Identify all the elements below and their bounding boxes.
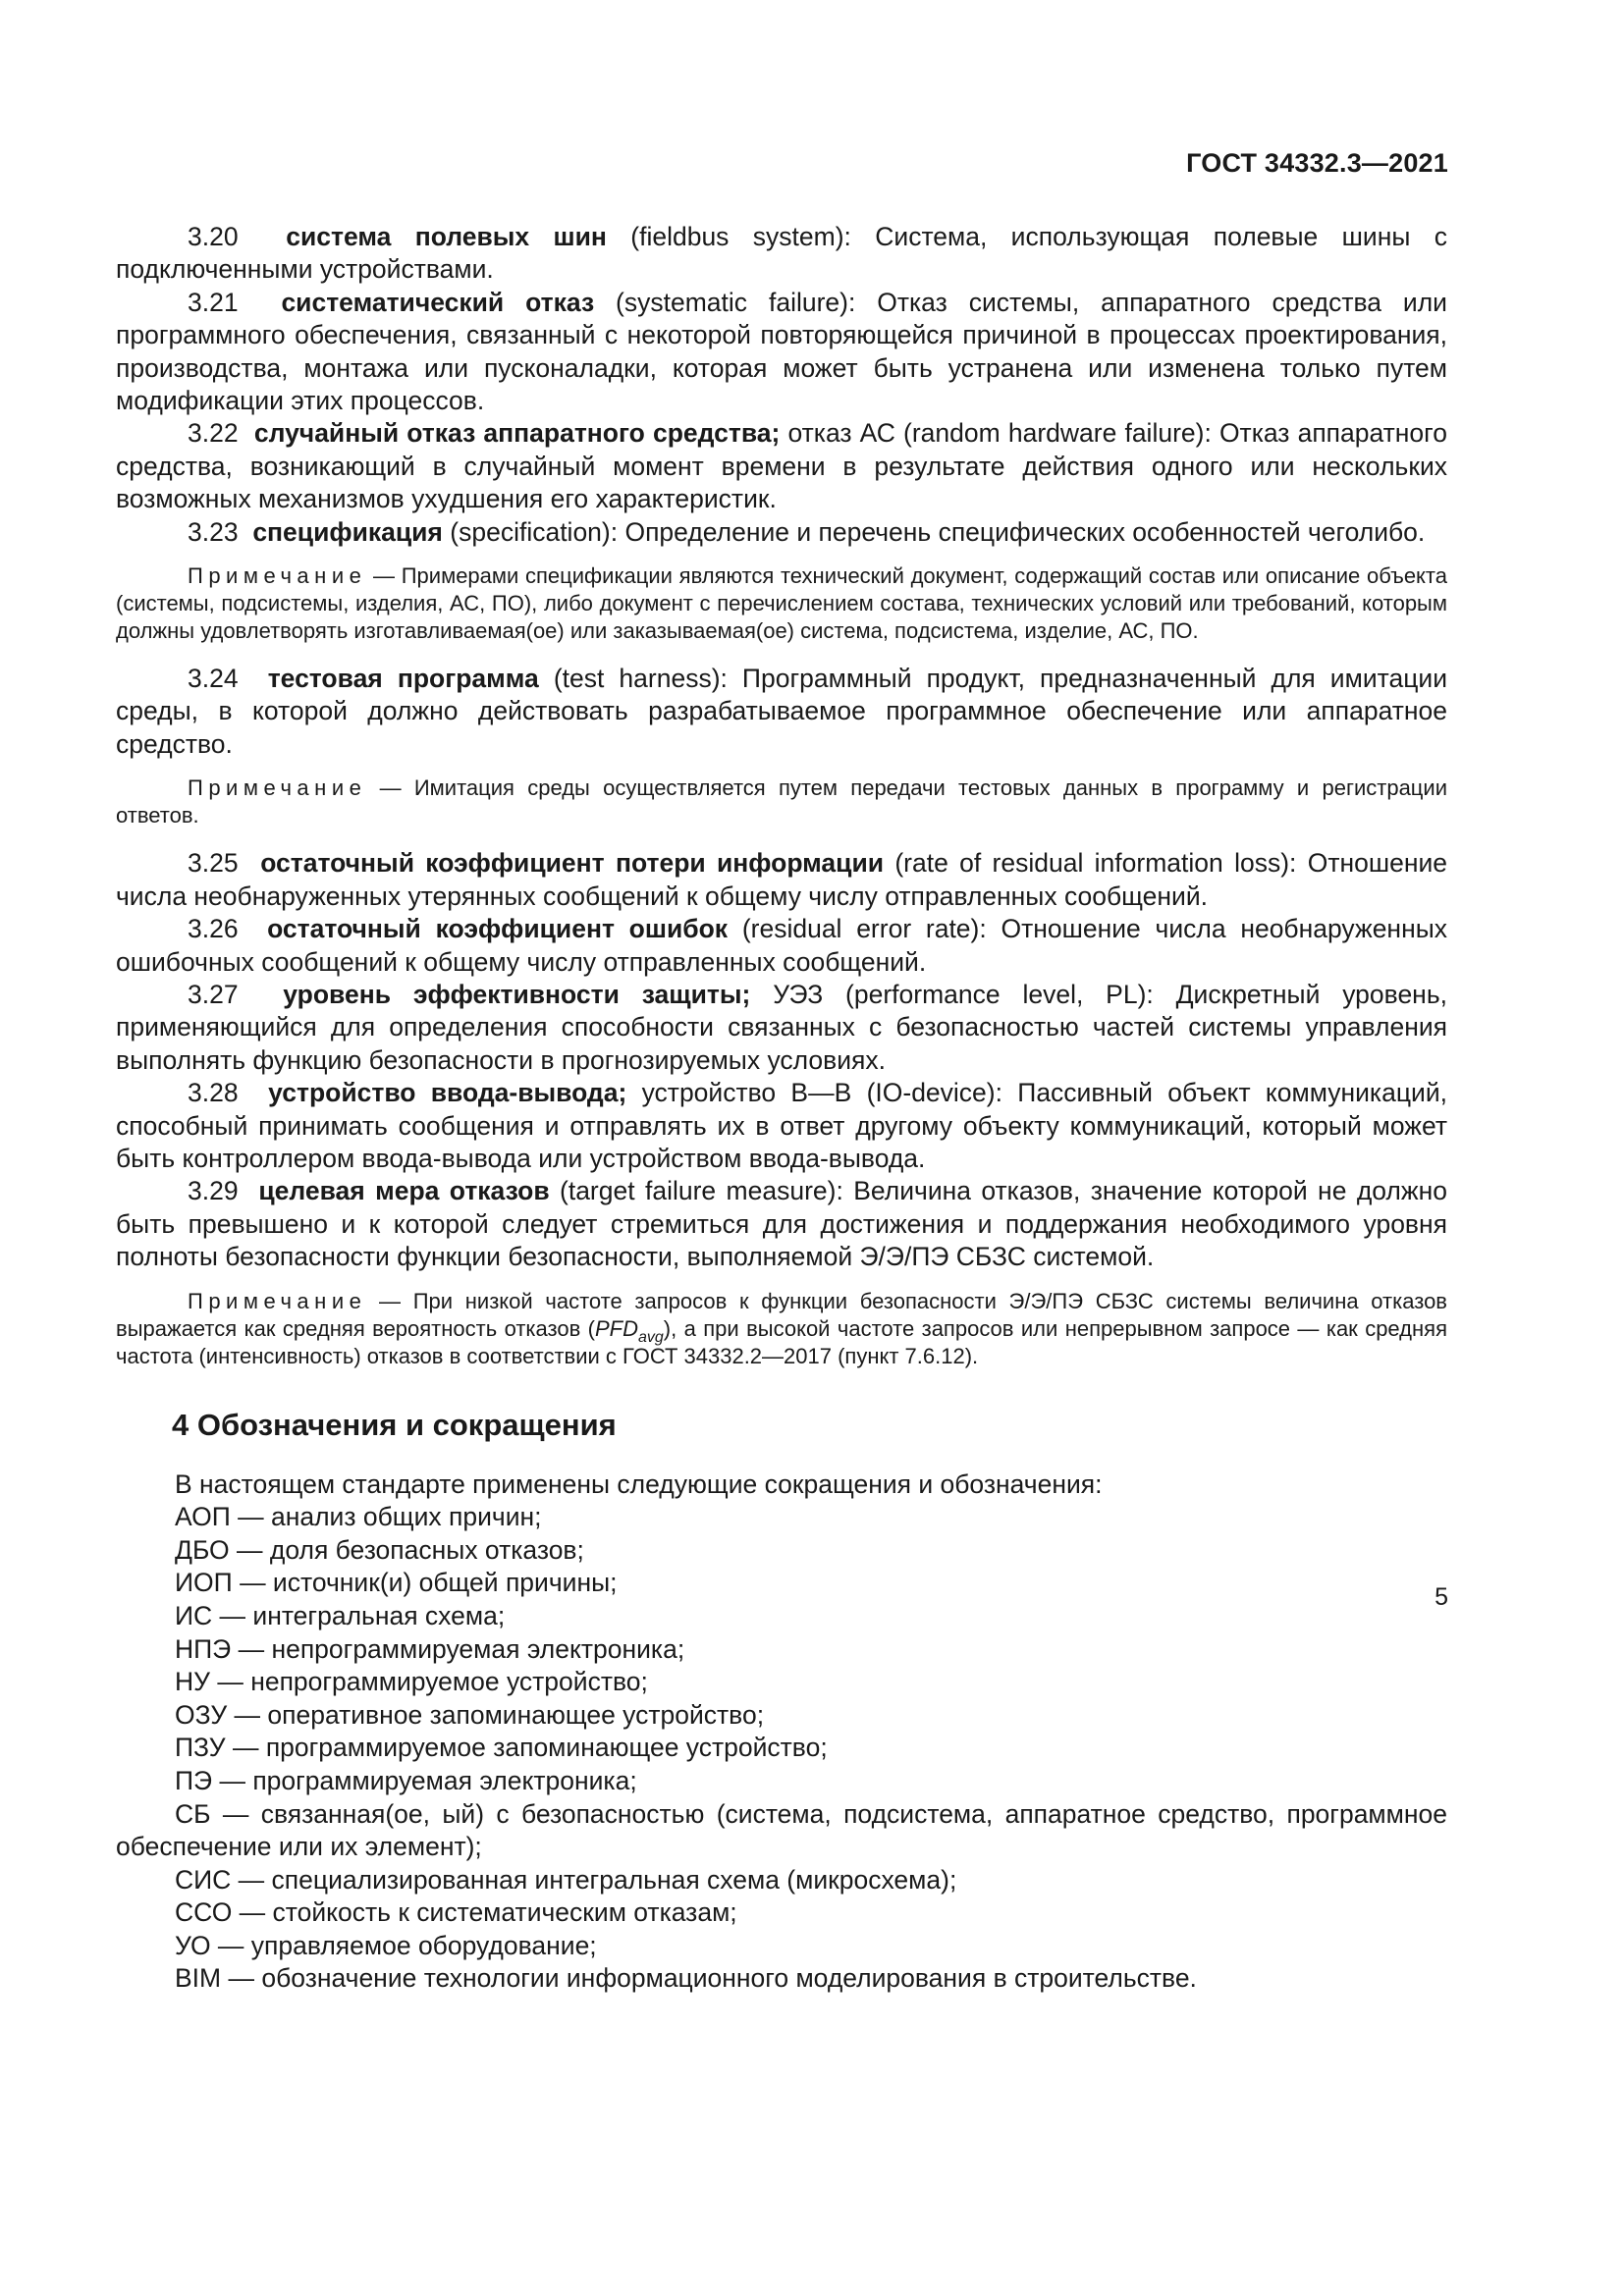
definition-term: случайный отказ аппаратного средства; (253, 418, 781, 449)
list-item: BIM — обозначение технологии информационного моделирования в строительстве. (175, 1963, 1197, 1994)
definition-number: 3.28 (188, 1078, 239, 1108)
list-item: НУ — непрограммируемое устройство; (175, 1667, 648, 1697)
page-number: 5 (1435, 1583, 1448, 1611)
definition-text: устройство В—В (IO-device): Пассивный объект коммуникаций, способный принимать сообщения и отправлять их в ответ другому объекту коммуникаций, который может быть контроллером ввода-вывода или устройством ввода-вывода. (116, 1078, 1447, 1173)
definition-3-28 (116, 1077, 1447, 1175)
definition-number: 3.26 (188, 914, 239, 944)
section-4-heading: 4 Обозначения и сокращения (172, 1407, 617, 1442)
pfd-subscript: avg (638, 1328, 664, 1346)
list-item: ПЗУ — программируемое запоминающее устройство; (175, 1733, 828, 1763)
note-text-continued: ), а при высокой частоте запросов или непрерывном запросе — как средняя частота (интенсивность) отказов в соответствии с ГОСТ 34332.2—2017 (пункт 7.6.12). (116, 1315, 1447, 1368)
note-test-harness (116, 774, 1447, 829)
definition-text: (test harness): Программный продукт, предназначенный для имитации среды, в которой должно действовать разрабатываемое программное обеспечение или аппаратное средство. (116, 664, 1447, 759)
page-content (116, 221, 1447, 1996)
definition-text: УЭЗ (performance level, PL): Дискретный уровень, применяющийся для определения способности связанных с безопасностью частей системы управления выполнять функцию безопасности в прогнозируемых условиях. (116, 979, 1447, 1075)
list-item: ПЭ — программируемая электроника; (175, 1765, 637, 1795)
list-item: ССО — стойкость к систематическим отказам; (175, 1897, 737, 1928)
list-item: УО — управляемое оборудование; (175, 1930, 597, 1960)
definition-term: остаточный коэффициент потери информации (260, 848, 885, 879)
abbreviation-list (116, 1501, 1447, 1996)
abbreviations-intro: В настоящем стандарте применены следующие сокращения и обозначения: (175, 1468, 1103, 1499)
note-label: Примечание (188, 1288, 367, 1313)
definition-term: уровень эффективности защиты; (283, 979, 751, 1009)
definition-text: (target failure measure): Величина отказов, значение которой не должно быть превышено и к которой следует стремиться для достижения и поддержания необходимого уровня полноты безопасности функции безопасности, выполняемой Э/Э/ПЭ СБЗС системой. (116, 1176, 1447, 1272)
definition-number: 3.23 (188, 516, 239, 547)
definition-number: 3.21 (188, 287, 239, 317)
list-item: АОП — анализ общих причин; (175, 1502, 542, 1532)
definition-3-27 (116, 979, 1447, 1077)
definition-3-25 (116, 847, 1447, 913)
note-text: — Примерами спецификации являются технический документ, содержащий состав или описание объекта (системы, подсистемы, изделия, АС, ПО), либо документ с перечислением состава, технических условий или требований, которым должны удовлетворять изготавливаемая(ое) или заказываемая(ое) система, подсистема, изделие, АС, ПО. (116, 563, 1447, 644)
list-item: СБ — связанная(ое, ый) с безопасностью (система, подсистема, аппаратное средство, программное обеспечение или их элемент); (116, 1798, 1447, 1862)
definition-text: отказ АС (random hardware failure): Отказ аппаратного средства, возникающий в случайный момент времени в результате действия одного или нескольких возможных механизмов ухудшения его характеристик. (116, 418, 1447, 514)
definition-term: систематический отказ (281, 287, 595, 317)
definition-number: 3.25 (188, 848, 239, 879)
definition-3-29 (116, 1175, 1447, 1273)
list-item: СИС — специализированная интегральная схема (микросхема); (175, 1864, 957, 1895)
list-item: НПЭ — непрограммируемая электроника; (175, 1633, 685, 1664)
definition-term: спецификация (252, 516, 443, 547)
definition-number: 3.24 (188, 664, 239, 694)
definition-number: 3.27 (188, 979, 239, 1009)
definition-term: система полевых шин (286, 222, 607, 251)
definition-text: (specification): Определение и перечень специфических особенностей чеголибо. (442, 516, 1426, 547)
definition-3-26 (116, 913, 1447, 979)
definition-text: (rate of residual information loss): Отношение числа необнаруженных утерянных сообщений к общему числу отправленных сообщений. (116, 848, 1447, 911)
definition-term: тестовая программа (267, 664, 539, 694)
definition-3-20 (116, 221, 1447, 287)
note-text: — При низкой частоте запросов к функции безопасности Э/Э/ПЭ СБЗС системы величина отказов выражается как средняя вероятность отказов ( (116, 1288, 1447, 1341)
list-item: ОЗУ — оперативное запоминающее устройство; (175, 1699, 765, 1730)
list-item: ИОП — источник(и) общей причины; (175, 1568, 618, 1598)
pfd-symbol: PFD (595, 1315, 638, 1341)
list-item: ДБО — доля безопасных отказов; (175, 1534, 584, 1565)
note-text: — Имитация среды осуществляется путем передачи тестовых данных в программу и регистрации ответов. (116, 775, 1447, 828)
definition-text: (systematic failure): Отказ системы, аппаратного средства или программного обеспечения, связанный с некоторой повторяющейся причиной в процессах проектирования, производства, монтажа или пусконаладки, которая может быть устранена или изменена только путем модификации этих процессов. (116, 287, 1447, 416)
definition-text: (fieldbus system): Система, использующая полевые шины с подключенными устройствами. (116, 222, 1447, 285)
definition-term: устройство ввода-вывода; (268, 1078, 627, 1108)
note-specification (116, 562, 1447, 645)
list-item: ИС — интегральная схема; (175, 1600, 506, 1630)
definition-3-22 (116, 417, 1447, 515)
note-label: Примечание (188, 563, 367, 589)
definition-3-21 (116, 287, 1447, 418)
definition-3-23 (116, 516, 1447, 549)
definition-3-24 (116, 663, 1447, 761)
definition-term: остаточный коэффициент ошибок (267, 914, 729, 944)
note-target-failure (116, 1288, 1447, 1370)
standard-code: ГОСТ 34332.3—2021 (1186, 148, 1448, 178)
definition-number: 3.29 (188, 1176, 239, 1206)
definition-text: (residual error rate): Отношение числа необнаруженных ошибочных сообщений к общему числу отправленных сообщений. (116, 914, 1448, 977)
definition-term: целевая мера отказов (258, 1176, 550, 1206)
definition-number: 3.20 (188, 222, 239, 251)
note-label: Примечание (188, 775, 367, 801)
definition-number: 3.22 (188, 418, 239, 449)
